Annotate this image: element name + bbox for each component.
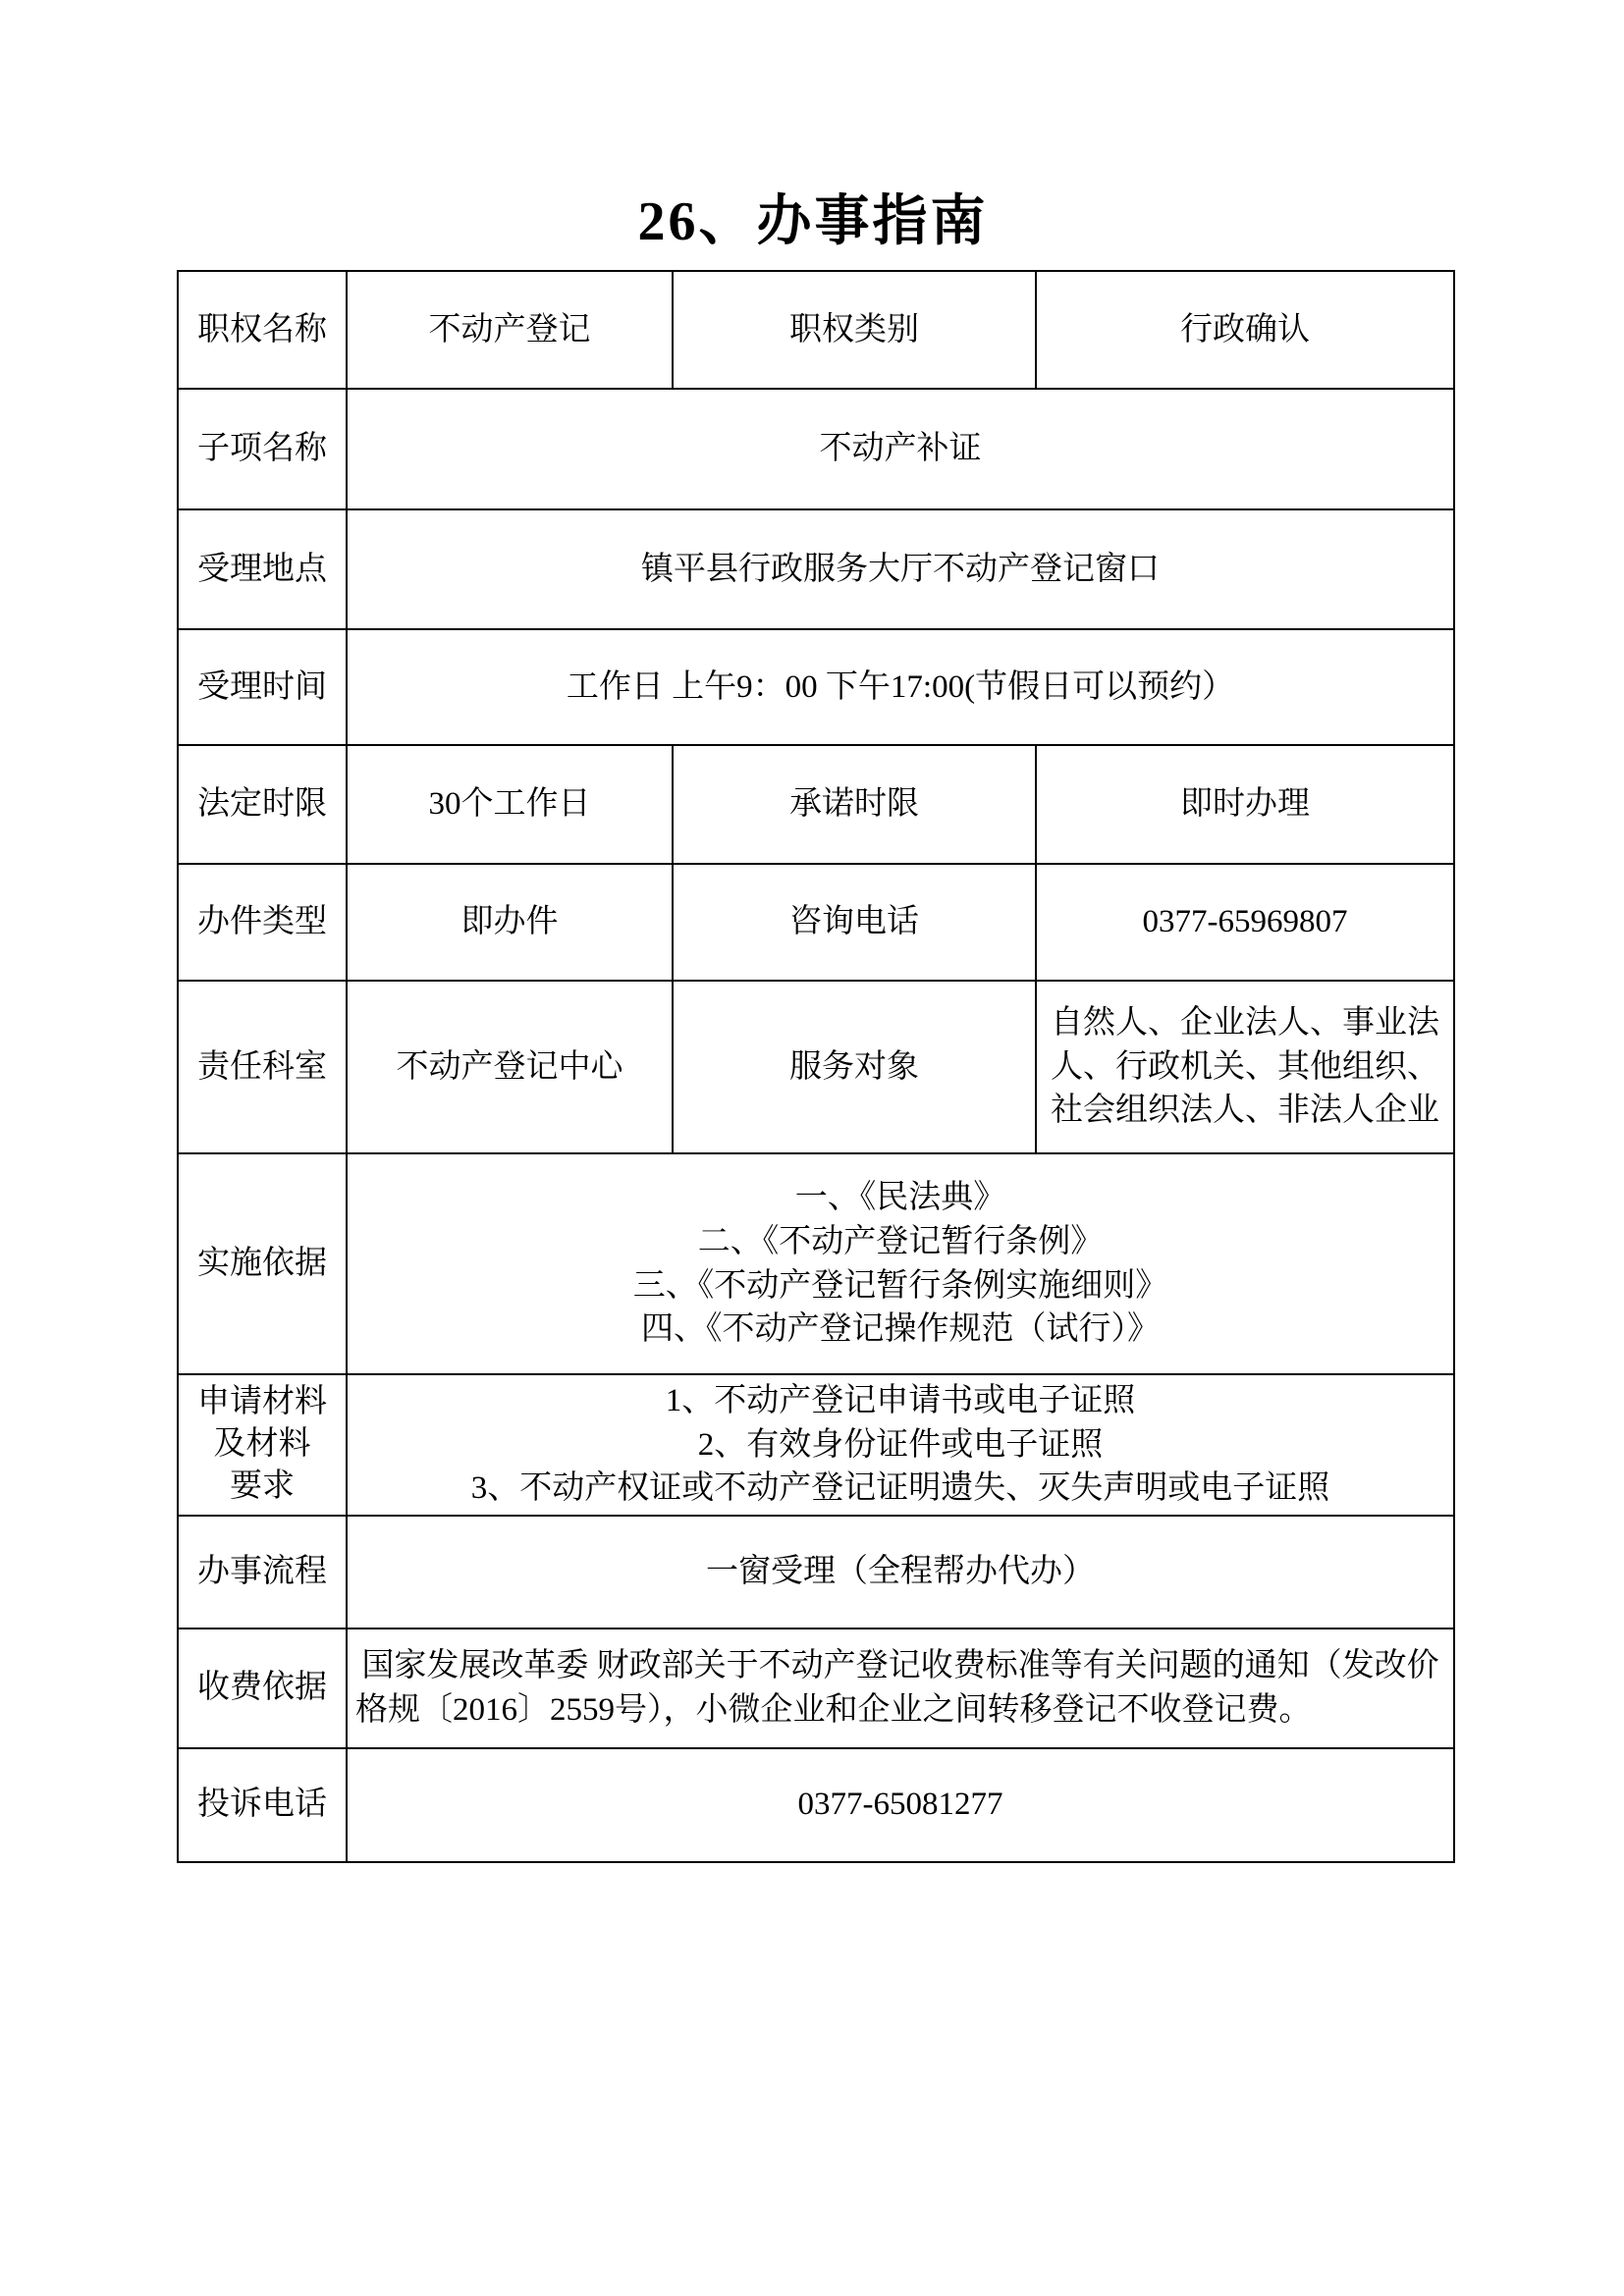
value-promised-limit: 即时办理: [1036, 745, 1454, 864]
label-service-process: 办事流程: [178, 1516, 347, 1629]
table-row: [178, 1629, 1454, 1748]
value-acceptance-location: 镇平县行政服务大厅不动产登记窗口: [347, 509, 1454, 629]
table-row: [178, 271, 1454, 389]
list-item: 二、《不动产登记暂行条例》: [697, 1223, 1104, 1259]
table-row: [178, 389, 1454, 509]
list-implementation-basis: [347, 1153, 1454, 1374]
value-consult-phone: 0377-65969807: [1036, 864, 1454, 981]
list-item: 2、有效身份证件或电子证照: [697, 1426, 1104, 1463]
label-subitem-name: 子项名称: [178, 389, 347, 509]
label-promised-limit: 承诺时限: [673, 745, 1036, 864]
table-row: [178, 745, 1454, 864]
label-acceptance-location: 受理地点: [178, 509, 347, 629]
value-service-target: 自然人、企业法人、事业法人、行政机关、其他组织、社会组织法人、非法人企业: [1036, 981, 1454, 1153]
list-item: 1、不动产登记申请书或电子证照: [665, 1383, 1136, 1418]
value-complaint-phone: 0377-65081277: [347, 1748, 1454, 1862]
value-fee-basis: 国家发展改革委 财政部关于不动产登记收费标准等有关问题的通知（发改价格规〔2016〕2559号），小微企业和企业之间转移登记不收登记费。: [347, 1629, 1454, 1748]
list-item: 四、《不动产登记操作规范（试行）》: [641, 1311, 1160, 1348]
label-complaint-phone: 投诉电话: [178, 1748, 347, 1862]
list-item: 3、不动产权证或不动产登记证明遗失、灭失声明或电子证照: [470, 1470, 1330, 1507]
label-authority-name: 职权名称: [178, 271, 347, 389]
value-handling-type: 即办件: [347, 864, 673, 981]
value-acceptance-time: 工作日 上午9：00 下午17:00(节假日可以预约）: [347, 629, 1454, 745]
label-fee-basis: 收费依据: [178, 1629, 347, 1748]
table-row: [178, 509, 1454, 629]
value-authority-type: 行政确认: [1036, 271, 1454, 389]
value-statutory-limit: 30个工作日: [347, 745, 673, 864]
page-title: 26、办事指南: [637, 191, 989, 252]
label-authority-type: 职权类别: [673, 271, 1036, 389]
table-row: [178, 629, 1454, 745]
value-service-process: 一窗受理（全程帮办代办）: [347, 1516, 1454, 1629]
value-authority-name: 不动产登记: [347, 271, 673, 389]
table-row: [178, 981, 1454, 1153]
list-item: 三、《不动产登记暂行条例实施细则》: [632, 1267, 1168, 1304]
service-guide-table: [177, 270, 1455, 1863]
table-row: [178, 1374, 1454, 1516]
label-statutory-limit: 法定时限: [178, 745, 347, 864]
table-row: [178, 864, 1454, 981]
label-service-target: 服务对象: [673, 981, 1036, 1153]
label-responsible-dept: 责任科室: [178, 981, 347, 1153]
table-row: [178, 1153, 1454, 1374]
value-subitem-name: 不动产补证: [347, 389, 1454, 509]
value-responsible-dept: 不动产登记中心: [347, 981, 673, 1153]
table-row: [178, 1516, 1454, 1629]
list-application-materials: [347, 1374, 1454, 1516]
label-implementation-basis: 实施依据: [178, 1153, 347, 1374]
list-item: 一、《民法典》: [794, 1180, 1006, 1216]
label-handling-type: 办件类型: [178, 864, 347, 981]
label-application-materials: 申请材料 及材料 要求: [178, 1374, 347, 1516]
label-acceptance-time: 受理时间: [178, 629, 347, 745]
table-row: [178, 1748, 1454, 1862]
label-consult-phone: 咨询电话: [673, 864, 1036, 981]
